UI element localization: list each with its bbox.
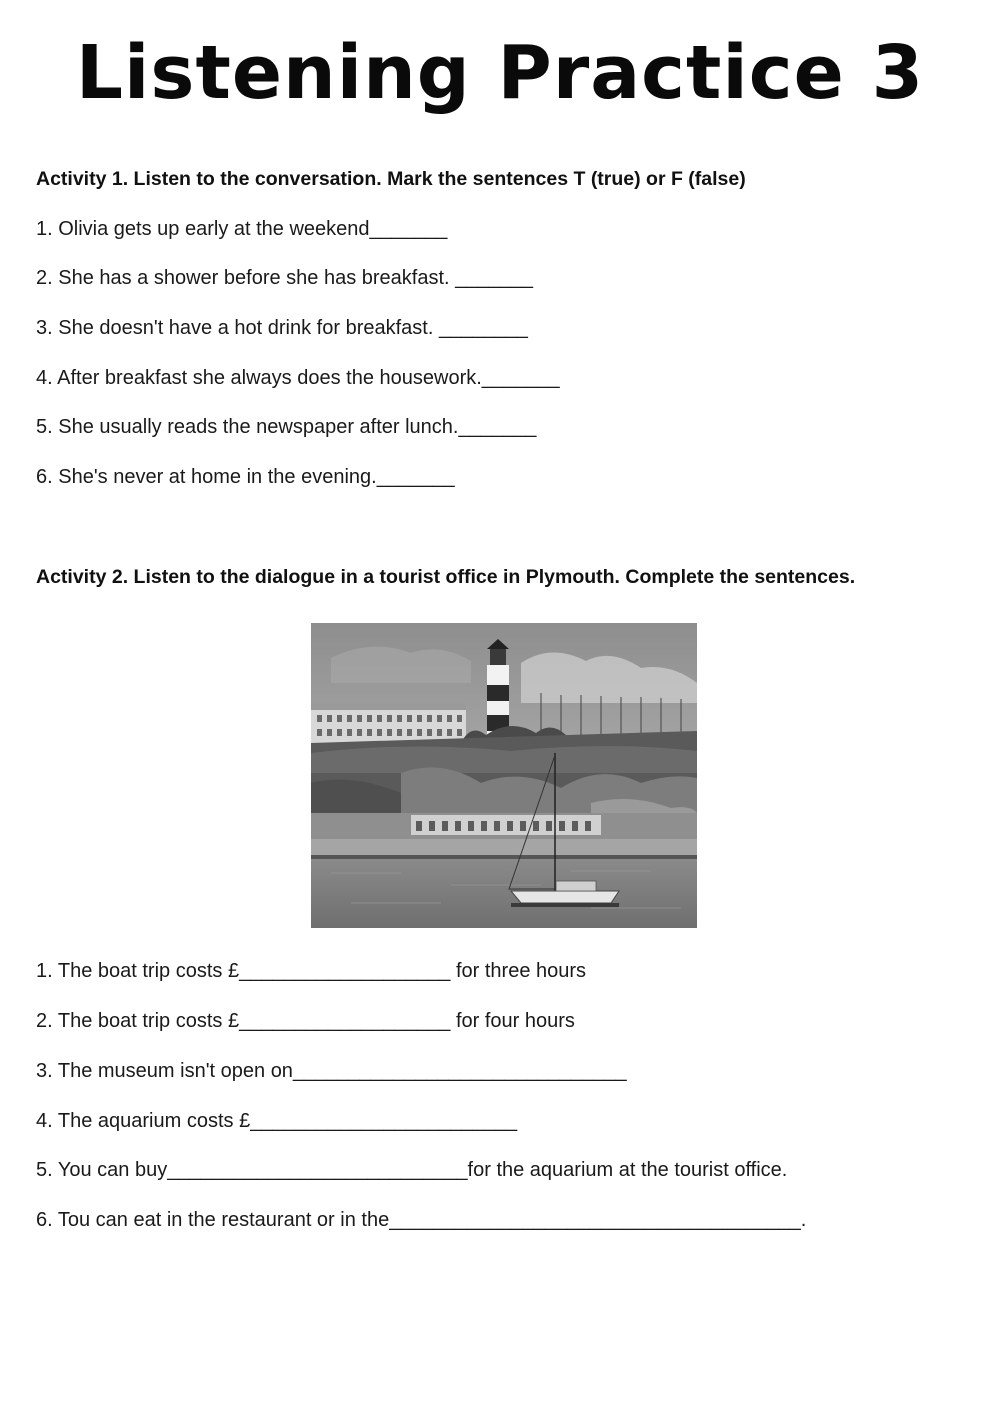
activity-1-heading: Activity 1. Listen to the conversation. Mark the sentences T (true) or F (false)	[36, 168, 746, 190]
activity-2-item-6: 6. Tou can eat in the restaurant or in the_____________________________________.	[36, 1209, 807, 1231]
plymouth-lighthouse-harbour-photo	[311, 623, 697, 928]
activity-2-item-1: 1. The boat trip costs £___________________ for three hours	[36, 960, 587, 982]
activity-1-item-3: 3. She doesn't have a hot drink for breakfast. ________	[36, 317, 528, 339]
activity-2-item-5: 5. You can buy___________________________for the aquarium at the tourist office.	[36, 1159, 788, 1181]
activity-1-item-2: 2. She has a shower before she has breakfast. _______	[36, 267, 534, 289]
page-title: Listening Practice 3	[75, 30, 925, 116]
activity-2-item-4: 4. The aquarium costs £________________________	[36, 1110, 518, 1132]
activity-2-item-3: 3. The museum isn't open on______________________________	[36, 1060, 627, 1082]
activity-1-item-6: 6. She's never at home in the evening._______	[36, 466, 455, 488]
activity-2-heading: Activity 2. Listen to the dialogue in a tourist office in Plymouth. Complete the sentences.	[36, 566, 856, 588]
activity-2-item-2: 2. The boat trip costs £___________________ for four hours	[36, 1010, 575, 1032]
activity-1-item-5: 5. She usually reads the newspaper after lunch._______	[36, 416, 537, 438]
activity-1-item-4: 4. After breakfast she always does the housework._______	[36, 367, 560, 389]
activity-1-item-1: 1. Olivia gets up early at the weekend_______	[36, 218, 448, 240]
